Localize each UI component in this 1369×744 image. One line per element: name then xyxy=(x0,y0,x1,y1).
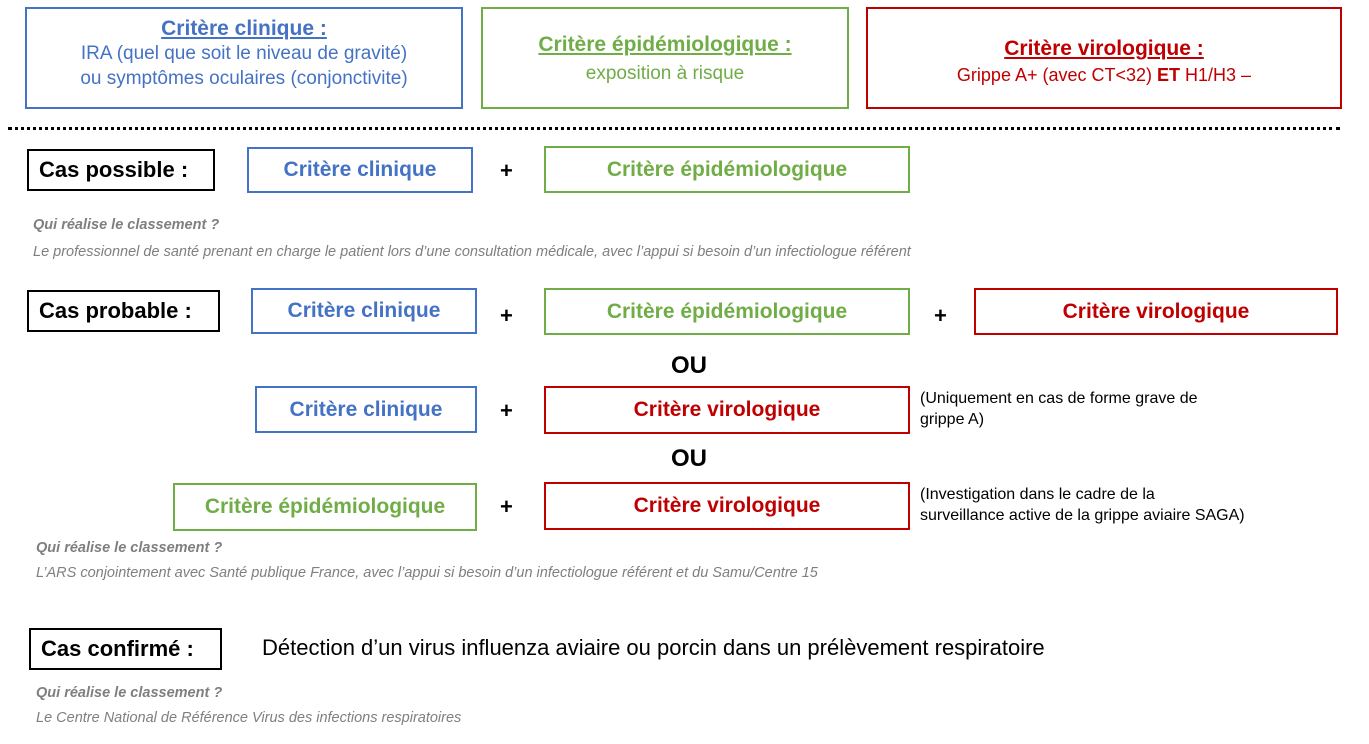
cas-probable-note2 xyxy=(920,484,1245,526)
cas-possible-epidemio-box: Critère épidémiologique xyxy=(544,146,910,193)
criterion-viro-post: H1/H3 – xyxy=(1180,65,1252,85)
cas-probable-note1 xyxy=(920,388,1197,430)
criterion-clinical-line2: ou symptômes oculaires (conjonctivite) xyxy=(80,68,408,89)
cas-probable-alt1-viro-box: Critère virologique xyxy=(544,386,910,434)
cas-probable-note1-line2: grippe A) xyxy=(920,411,985,428)
cas-possible-label: Cas possible : xyxy=(27,149,215,191)
plus-sign: + xyxy=(500,158,513,183)
cas-probable-clinical-box: Critère clinique xyxy=(251,288,477,334)
cas-probable-who-question: Qui réalise le classement ? xyxy=(36,540,223,556)
plus-sign: + xyxy=(500,494,513,519)
cas-possible-clinical-box: Critère clinique xyxy=(247,147,473,193)
criterion-viro-pre: Grippe A+ (avec CT<32) xyxy=(956,65,1158,85)
criterion-viro-title: Critère virologique : xyxy=(1004,37,1204,60)
cas-probable-alt2-viro-box: Critère virologique xyxy=(544,482,910,530)
cas-probable-note2-line1: (Investigation dans le cadre de la xyxy=(920,486,1155,503)
cas-possible-who-answer: Le professionnel de santé prenant en charge le patient lors d’une consultation médicale, avec l’appui si besoin d’un infectiologue référent xyxy=(33,244,911,260)
dotted-separator xyxy=(8,127,1340,130)
criterion-clinical-title: Critère clinique : xyxy=(161,17,327,40)
cas-probable-who-answer: L’ARS conjointement avec Santé publique France, avec l’appui si besoin d’un infectiologue référent et du Samu/Centre 15 xyxy=(36,565,818,581)
cas-possible-who-question: Qui réalise le classement ? xyxy=(33,217,220,233)
criterion-clinical-line1: IRA (quel que soit le niveau de gravité) xyxy=(80,43,408,64)
plus-sign: + xyxy=(934,303,947,328)
ou-separator: OU xyxy=(671,445,707,472)
cas-confirme-text: Détection d’un virus influenza aviaire ou porcin dans un prélèvement respiratoire xyxy=(262,635,1045,660)
cas-probable-note1-line1: (Uniquement en cas de forme grave de xyxy=(920,390,1198,407)
cas-confirme-label: Cas confirmé : xyxy=(29,628,222,670)
criterion-clinical-definition xyxy=(25,7,463,109)
criterion-epidemio-line1: exposition à risque xyxy=(585,63,745,84)
cas-probable-label: Cas probable : xyxy=(27,290,220,332)
plus-sign: + xyxy=(500,303,513,328)
criterion-epidemio-title: Critère épidémiologique : xyxy=(538,33,792,56)
cas-probable-note2-line2: surveillance active de la grippe aviaire SAGA) xyxy=(920,507,1245,524)
cas-confirme-who-question: Qui réalise le classement ? xyxy=(36,685,223,701)
criterion-epidemio-definition xyxy=(481,7,849,109)
cas-probable-epidemio-box: Critère épidémiologique xyxy=(544,288,910,335)
ou-separator: OU xyxy=(671,352,707,379)
cas-probable-viro-box: Critère virologique xyxy=(974,288,1338,335)
cas-confirme-who-answer: Le Centre National de Référence Virus des infections respiratoires xyxy=(36,710,462,726)
cas-probable-alt1-clinical-box: Critère clinique xyxy=(255,386,477,433)
criterion-viro-line1 xyxy=(868,63,1340,88)
criterion-viro-bold: ET xyxy=(1157,65,1181,85)
cas-probable-alt2-epidemio-box: Critère épidémiologique xyxy=(173,483,477,531)
plus-sign: + xyxy=(500,398,513,423)
criterion-viro-definition xyxy=(866,7,1342,109)
